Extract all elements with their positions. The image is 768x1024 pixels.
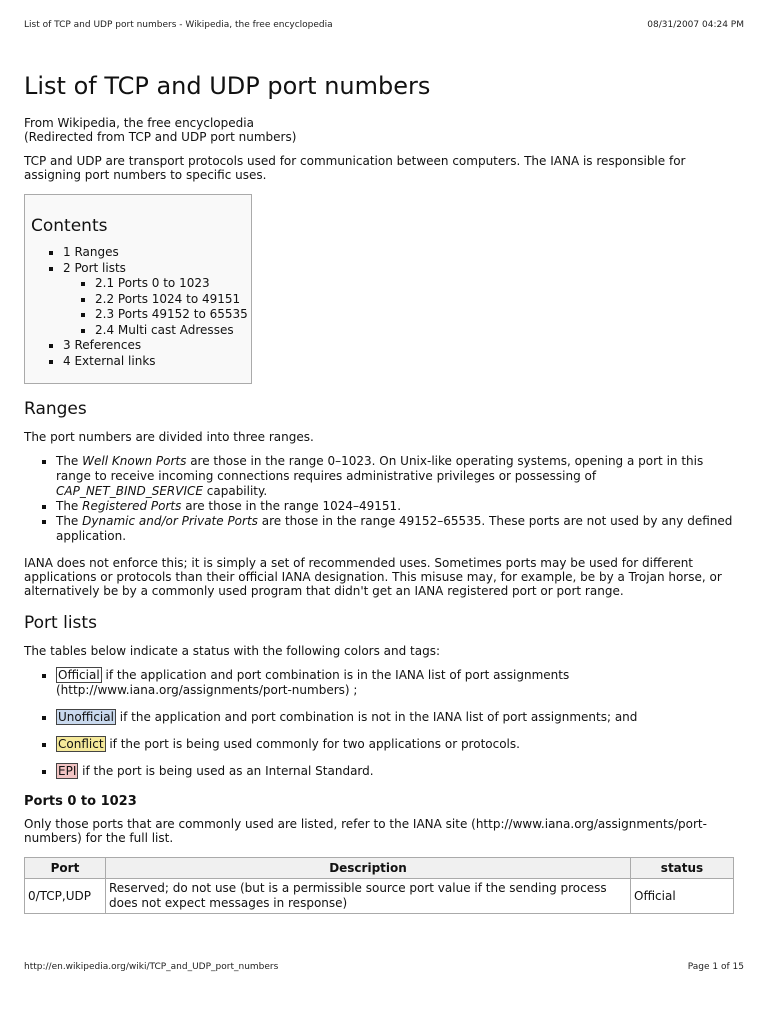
redirect-note: (Redirected from TCP and UDP port numbers) — [24, 130, 297, 144]
port-lists-heading: Port lists — [24, 613, 97, 633]
col-description: Description — [106, 858, 631, 879]
toc-sublist — [63, 276, 251, 338]
ranges-list — [24, 454, 738, 544]
ranges-heading: Ranges — [24, 399, 87, 419]
print-header-datetime: 08/31/2007 04:24 PM — [647, 20, 744, 30]
toc-item-references[interactable]: ▪ 3 References — [63, 338, 251, 354]
ports-0-1023-intro: Only those ports that are commonly used are listed, refer to the IANA site (http://www.iana.org/assignments/port-numbers) for the full list. — [24, 817, 707, 845]
legend-unofficial: ▪ Unofficial if the application and port combination is not in the IANA list of port assignments; and — [56, 710, 738, 725]
print-header-title: List of TCP and UDP port numbers - Wikipedia, the free encyclopedia — [24, 20, 333, 30]
range-dynamic: ▪ The Dynamic and/or Private Ports are those in the range 49152–65535. These ports are not used by any defined application. — [56, 514, 738, 544]
toc-item-external-links[interactable]: ▪ 4 External links — [63, 354, 251, 370]
legend-epi: ▪ EPI if the port is being used as an Internal Standard. — [56, 764, 738, 779]
official-tag: Official — [58, 668, 100, 682]
ports-0-1023-heading: Ports 0 to 1023 — [24, 794, 137, 809]
print-header — [24, 20, 744, 34]
cell-description: Reserved; do not use (but is a permissible source port value if the sending process does not expect messages in response) — [106, 879, 631, 914]
cell-status: Official — [631, 879, 734, 914]
toc-item-ports-1024-49151[interactable]: ▪ 2.2 Ports 1024 to 49151 — [95, 292, 251, 308]
cell-port: 0/TCP,UDP — [25, 879, 106, 914]
unofficial-tag: Unofficial — [58, 710, 114, 724]
article-intro: TCP and UDP are transport protocols used for communication between computers. The IANA is responsible for assigning port numbers to specific uses. — [24, 154, 686, 182]
table-header-row — [25, 858, 734, 879]
ranges-intro: The port numbers are divided into three ranges. — [24, 430, 314, 444]
range-well-known: ▪ The Well Known Ports are those in the range 0–1023. On Unix-like operating systems, opening a port in this range to receive incoming connections requires administrative privileges or possessing of CAP_NET_BIND_SERVICE capability. — [56, 454, 738, 499]
col-port: Port — [25, 858, 106, 879]
legend-conflict: ▪ Conflict if the port is being used commonly for two applications or protocols. — [56, 737, 738, 752]
site-sub: From Wikipedia, the free encyclopedia — [24, 116, 254, 130]
table-of-contents — [24, 194, 252, 384]
toc-item-ports-49152-65535[interactable]: ▪ 2.3 Ports 49152 to 65535 — [95, 307, 251, 323]
status-legend — [24, 668, 738, 779]
toc-item-ranges[interactable]: ▪ 1 Ranges — [63, 245, 251, 261]
toc-item-multicast[interactable]: ▪ 2.4 Multi cast Adresses — [95, 323, 251, 339]
legend-official: ▪ Official if the application and port combination is in the IANA list of port assignments (http://www.iana.org/assignments/port-numbers) ; — [56, 668, 738, 698]
ports-table — [24, 857, 734, 914]
print-footer-page: Page 1 of 15 — [687, 962, 744, 972]
col-status: status — [631, 858, 734, 879]
toc-item-port-lists[interactable]: ▪ 2 Port lists ▪ 2.1 Ports 0 to 1023 ▪ 2.2 Ports 1024 to 49151 ▪ 2.3 Ports 49152 to 65535 ▪ 2.4 Multi cast Adresses — [63, 261, 251, 339]
ranges-note: IANA does not enforce this; it is simply a set of recommended uses. Sometimes ports may be used for different applications or protocols than their official IANA designation. This misuse may, for example, be by a Trojan horse, or alternatively be by a commonly used program that didn't get an IANA registered port or port range. — [24, 556, 722, 598]
range-registered: ▪ The Registered Ports are those in the range 1024–49151. — [56, 499, 738, 514]
toc-title: Contents — [31, 216, 108, 236]
article-body — [24, 64, 738, 914]
port-lists-intro: The tables below indicate a status with the following colors and tags: — [24, 644, 441, 658]
toc-list — [31, 245, 251, 369]
print-footer-url: http://en.wikipedia.org/wiki/TCP_and_UDP_port_numbers — [24, 962, 279, 972]
page-title: List of TCP and UDP port numbers — [24, 72, 431, 100]
epi-tag: EPI — [58, 764, 77, 778]
toc-item-ports-0-1023[interactable]: ▪ 2.1 Ports 0 to 1023 — [95, 276, 251, 292]
print-footer — [24, 962, 744, 976]
table-row — [25, 879, 734, 914]
conflict-tag: Conflict — [58, 737, 104, 751]
